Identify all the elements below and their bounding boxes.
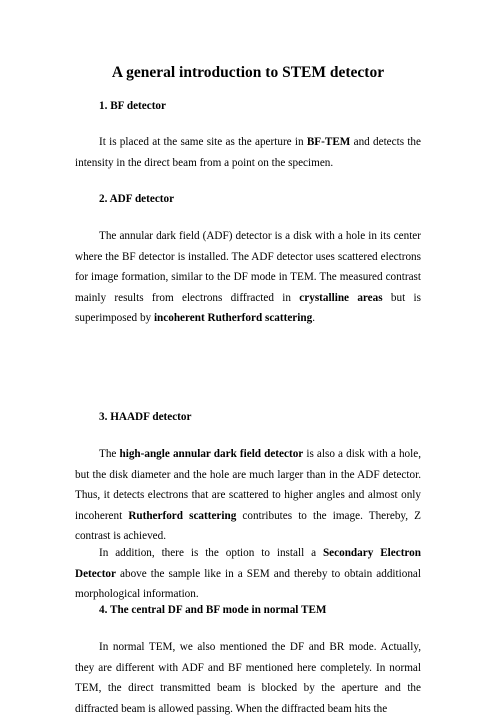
section-2-paragraph: The annular dark field (ADF) detector is a disk with a hole in its center where the BF detector is installed. The ADF detector uses scattered electrons for image formation, similar to the DF mode in TEM. The measured contrast mainly results from electrons diffracted in crystalline areas but is superimposed by incoherent Rutherford scattering. xyxy=(75,230,422,325)
bold-term: Secondary Electron Detector xyxy=(75,547,421,580)
section-3-heading: 3. HAADF detector xyxy=(99,411,192,423)
section-4-heading: 4. The central DF and BF mode in normal TEM xyxy=(99,604,327,616)
section-3-paragraph-2: In addition, there is the option to install a Secondary Electron Detector above the sample like in a SEM and thereby to obtain additional morphological information. xyxy=(75,547,421,601)
section-1-heading: 1. BF detector xyxy=(99,100,166,112)
section-3-paragraph-1: The high-angle annular dark field detector is also a disk with a hole, but the disk diameter and the hole are much larger than in the ADF detector. Thus, it detects electrons that are scattered to higher angles and almost only incoherent Rutherford scattering contributes to the image. Thereby, Z contrast is achieved. xyxy=(75,448,422,543)
bold-term: incoherent Rutherford scattering xyxy=(153,312,313,325)
section-4-paragraph: In normal TEM, we also mentioned the DF and BR mode. Actually, they are different with ADF and BF mentioned here completely. In normal TEM, the direct transmitted beam is blocked by the aperture and the diffracted beam is allowed passing. When the diffracted beam hits the xyxy=(75,641,421,715)
document-title: A general introduction to STEM detector xyxy=(111,64,385,81)
bold-term: Rutherford scattering xyxy=(128,509,237,522)
bold-term: BF-TEM xyxy=(306,136,351,148)
section-1-paragraph: It is placed at the same site as the aperture in BF-TEM and detects the intensity in the direct beam from a point on the specimen. xyxy=(75,136,421,169)
section-2-heading: 2. ADF detector xyxy=(99,193,175,205)
bold-term: high-angle annular dark field detector xyxy=(119,448,304,460)
bold-term: crystalline areas xyxy=(299,291,383,304)
